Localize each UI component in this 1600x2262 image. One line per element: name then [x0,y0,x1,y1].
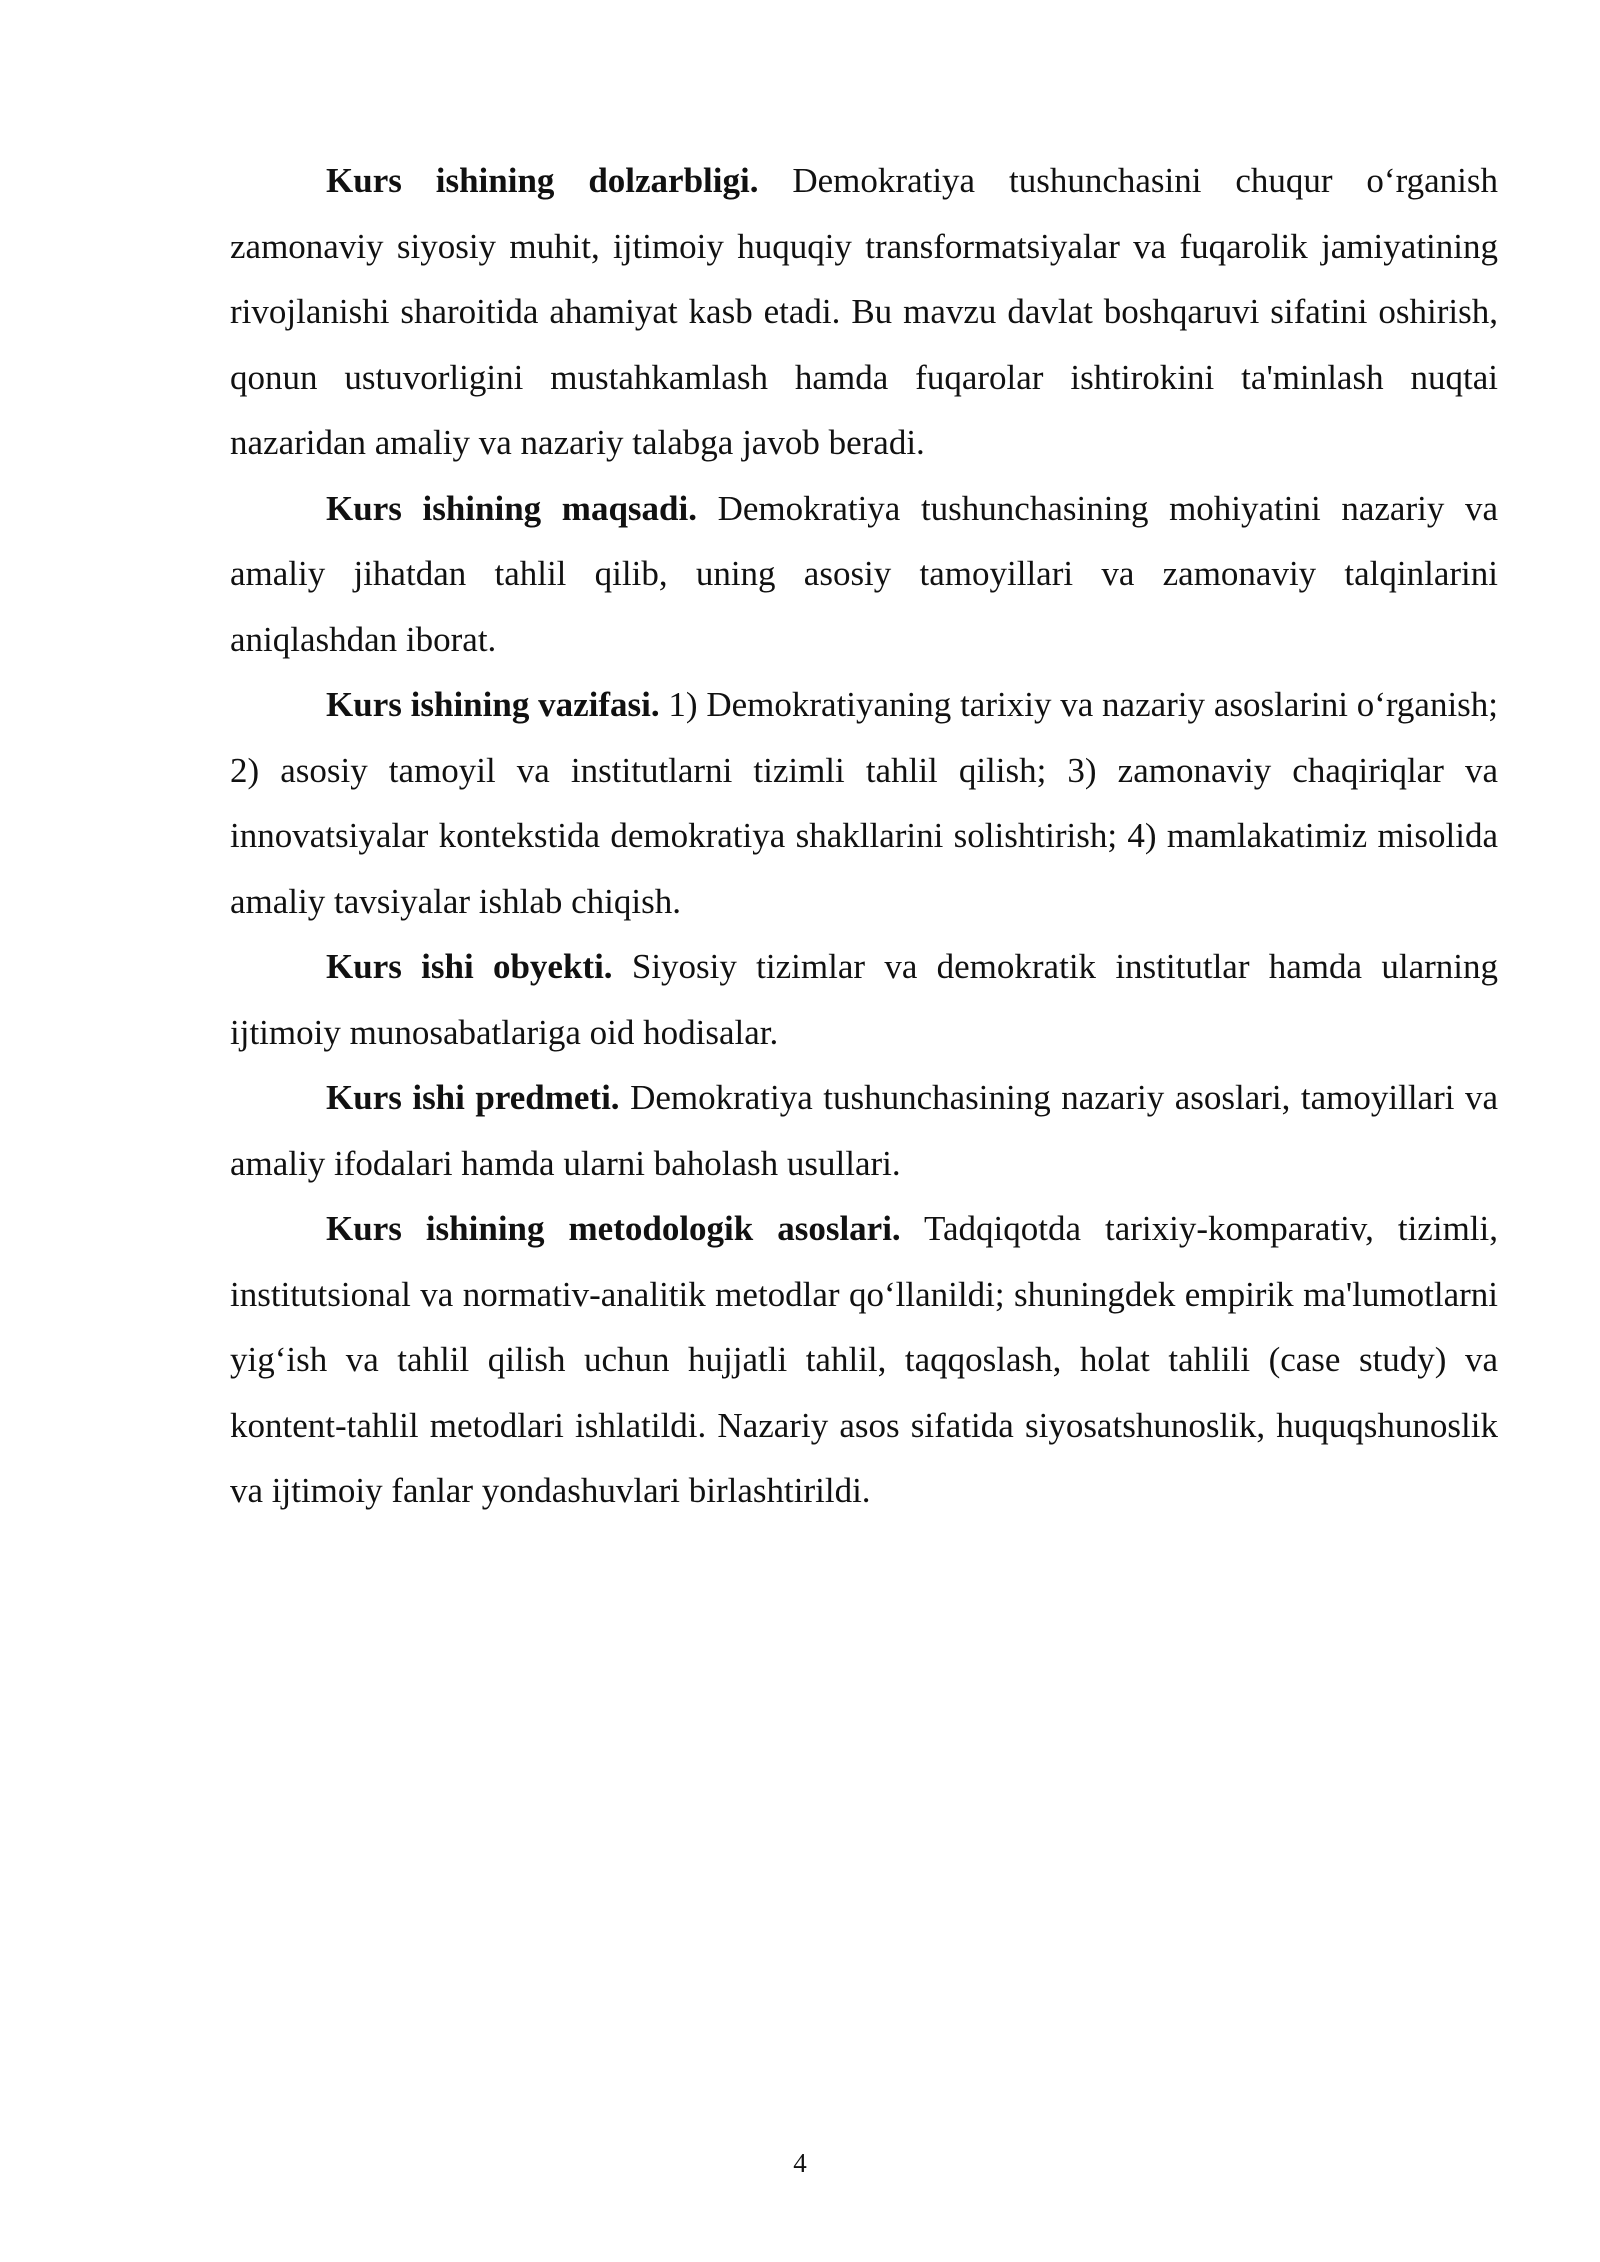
paragraph-text: Demokratiya tushunchasini chuqur o‘rganish zamonaviy siyosiy muhit, ijtimoiy huquqiy transformatsiyalar va fuqarolik jamiyatining rivojlanishi sharoitida ahamiyat kasb etadi. Bu mavzu davlat boshqaruvi sifatini oshirish, qonun ustuvorligini mustahkamlash hamda fuqarolar ishtirokini ta'minlash nuqtai nazaridan amaliy va nazariy talabga javob beradi. [230,161,1498,462]
paragraph-heading: Kurs ishining vazifasi. [326,685,660,724]
paragraph-relevance [230,148,1498,476]
paragraph-object [230,934,1498,1065]
paragraph-methodology [230,1196,1498,1524]
paragraph-text: Demokratiya tushunchasining mohiyatini nazariy va amaliy jihatdan tahlil qilib, uning asosiy tamoyillari va zamonaviy talqinlarini aniqlashdan iborat. [230,488,1499,659]
paragraph-text: Tadqiqotda tarixiy-komparativ, tizimli, institutsional va normativ-analitik metodlar qo‘llanildi; shuningdek empirik ma'lumotlarni yig‘ish va tahlil qilish uchun hujjatli tahlil, taqqoslash, holat tahlili (case study) va kontent-tahlil metodlari ishlatildi. Nazariy asos sifatida siyosatshunoslik, huquqshunoslik va ijtimoiy fanlar yondashuvlari birlashtirildi. [230,1209,1498,1510]
document-body [230,148,1498,1524]
paragraph-heading: Kurs ishi predmeti. [326,1078,620,1117]
paragraph-heading: Kurs ishi obyekti. [326,947,613,986]
page-number: 4 [793,2148,807,2178]
paragraph-subject [230,1065,1498,1196]
paragraph-heading: Kurs ishining maqsadi. [326,488,697,528]
paragraph-heading: Kurs ishining dolzarbligi. [326,161,759,200]
paragraph-text: Siyosiy tizimlar va demokratik institutlar hamda ularning ijtimoiy munosabatlariga oid hodisalar. [230,947,1498,1052]
paragraph-heading: Kurs ishining metodologik asoslari. [326,1209,901,1248]
paragraph-text: Demokratiya tushunchasining nazariy asoslari, tamoyillari va amaliy ifodalari hamda ularni baholash usullari. [230,1078,1498,1183]
paragraph-text: 1) Demokratiyaning tarixiy va nazariy asoslarini o‘rganish; 2) asosiy tamoyil va institutlarni tizimli tahlil qilish; 3) zamonaviy chaqiriqlar va innovatsiyalar kontekstida demokratiya shakllarini solishtirish; 4) mamlakatimiz misolida amaliy tavsiyalar ishlab chiqish. [230,685,1499,921]
paragraph-tasks [230,672,1498,934]
paragraph-goal [230,476,1498,673]
